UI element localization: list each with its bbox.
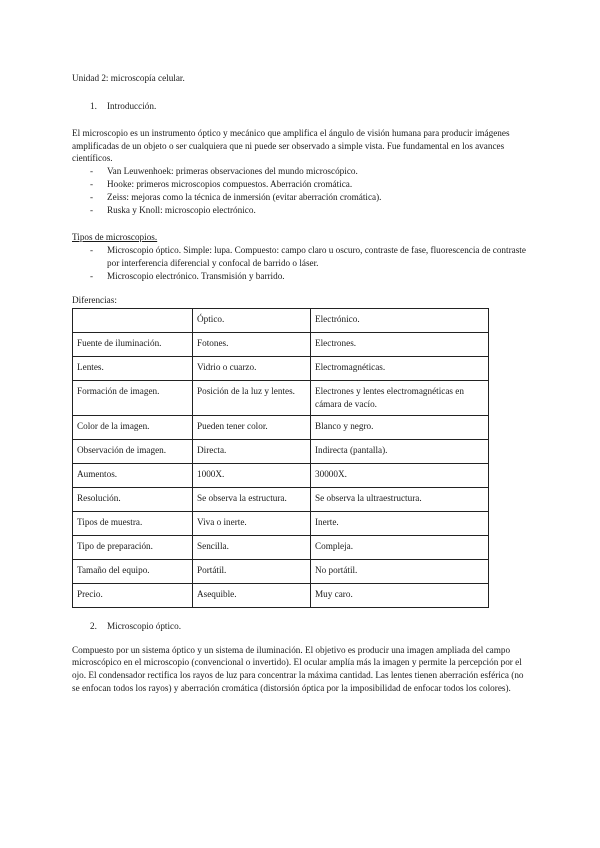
dash-marker: - (90, 165, 94, 176)
differences-label: Diferencias: (72, 294, 117, 305)
list-item-text: Zeiss: mejoras como la técnica de inmersión (evitar aberración cromática). (107, 191, 382, 202)
intro-paragraph: El microscopio es un instrumento óptico y mecánico que amplifica el ángulo de visión humana para producir imágenes amplificadas de un objeto o ser cualquiera que ni puede ser observado a simple vista. Fue fundamental en los avances científicos. (72, 128, 510, 164)
table-header-cell: Electrónico. (311, 309, 489, 333)
unit-title: Unidad 2: microscopía celular. (72, 73, 185, 83)
dash-marker: - (90, 191, 94, 202)
table-row (73, 357, 489, 381)
dash-marker: - (90, 178, 94, 189)
list-item (90, 165, 530, 178)
table-header-cell: Óptico. (193, 309, 311, 333)
table-cell: Fuente de iluminación. (73, 333, 193, 357)
table-cell: Sencilla. (193, 535, 311, 559)
table-cell: Directa. (193, 439, 311, 463)
table-cell: Electromagnéticas. (311, 357, 489, 381)
types-title: Tipos de microscopios. (72, 231, 158, 242)
table-cell: Tipo de preparación. (73, 535, 193, 559)
table-cell: 30000X. (311, 463, 489, 487)
optical-microscope-paragraph: Compuesto por un sistema óptico y un sistema de iluminación. El objetivo es producir una imagen ampliada del campo microscópico en el microscopio (convencional o invertido). El ocular amplía más la imagen y permite la percepción por el ojo. El condensador rectifica los rayos de luz para concentrar la máxima cantidad. Las lentes tienen aberración esférica (no se enfocan todos los rayos) y aberración cromática (distorsión óptica por la imposibilidad de enfocar todos los colores). (72, 644, 524, 693)
table-row (73, 487, 489, 511)
table-row (73, 463, 489, 487)
section-2-title: Microscopio óptico. (107, 620, 181, 631)
table-row (73, 583, 489, 607)
table-cell: Lentes. (73, 357, 193, 381)
document-page (72, 72, 530, 695)
table-row (73, 381, 489, 416)
table-cell: Inerte. (311, 511, 489, 535)
table-row (73, 559, 489, 583)
table-cell: Resolución. (73, 487, 193, 511)
table-cell: Fotones. (193, 333, 311, 357)
table-cell: Se observa la estructura. (193, 487, 311, 511)
table-cell: Tamaño del equipo. (73, 559, 193, 583)
types-list (72, 244, 530, 283)
dash-marker: - (90, 204, 94, 215)
table-header-cell (73, 309, 193, 333)
table-cell: Pueden tener color. (193, 415, 311, 439)
section-1-title: Introducción. (107, 100, 157, 111)
table-cell: Indirecta (pantalla). (311, 439, 489, 463)
section-1-number: 1. (90, 100, 97, 111)
table-cell: Tipos de muestra. (73, 511, 193, 535)
table-row (73, 535, 489, 559)
history-list (72, 165, 530, 217)
section-2-heading (72, 620, 530, 633)
dash-marker: - (90, 270, 94, 281)
table-row (73, 333, 489, 357)
table-cell: Color de la imagen. (73, 415, 193, 439)
list-item (90, 178, 530, 191)
table-cell: Asequible. (193, 583, 311, 607)
table-cell: No portátil. (311, 559, 489, 583)
table-cell: Precio. (73, 583, 193, 607)
table-cell: Compleja. (311, 535, 489, 559)
list-item-text: Ruska y Knoll: microscopio electrónico. (107, 204, 256, 215)
table-cell: Posición de la luz y lentes. (193, 381, 311, 416)
table-cell: Muy caro. (311, 583, 489, 607)
table-header-row (73, 309, 489, 333)
table-cell: Viva o inerte. (193, 511, 311, 535)
list-item-text: Van Leuwenhoek: primeras observaciones del mundo microscópico. (107, 165, 358, 176)
table-row (73, 511, 489, 535)
differences-table (72, 308, 489, 608)
list-item-text: Microscopio electrónico. Transmisión y barrido. (107, 270, 285, 281)
table-cell: Vidrio o cuarzo. (193, 357, 311, 381)
table-cell: Electrones y lentes electromagnéticas en cámara de vacío. (311, 381, 489, 416)
table-row (73, 415, 489, 439)
section-2-number: 2. (90, 620, 97, 631)
list-item-text: Hooke: primeros microscopios compuestos. Aberración cromática. (107, 178, 353, 189)
table-cell: 1000X. (193, 463, 311, 487)
list-item (90, 191, 530, 204)
section-1-heading (72, 100, 530, 113)
list-item (90, 204, 530, 217)
table-cell: Formación de imagen. (73, 381, 193, 416)
table-cell: Se observa la ultraestructura. (311, 487, 489, 511)
table-row (73, 439, 489, 463)
table-cell: Observación de imagen. (73, 439, 193, 463)
table-cell: Portátil. (193, 559, 311, 583)
list-item (90, 244, 530, 270)
table-cell: Blanco y negro. (311, 415, 489, 439)
list-item (90, 270, 530, 283)
list-item-text: Microscopio óptico. Simple: lupa. Compuesto: campo claro u oscuro, contraste de fase, fluorescencia de contraste por interferencia diferencial y confocal de barrido o láser. (107, 244, 526, 268)
table-cell: Electrones. (311, 333, 489, 357)
dash-marker: - (90, 244, 94, 255)
table-cell: Aumentos. (73, 463, 193, 487)
